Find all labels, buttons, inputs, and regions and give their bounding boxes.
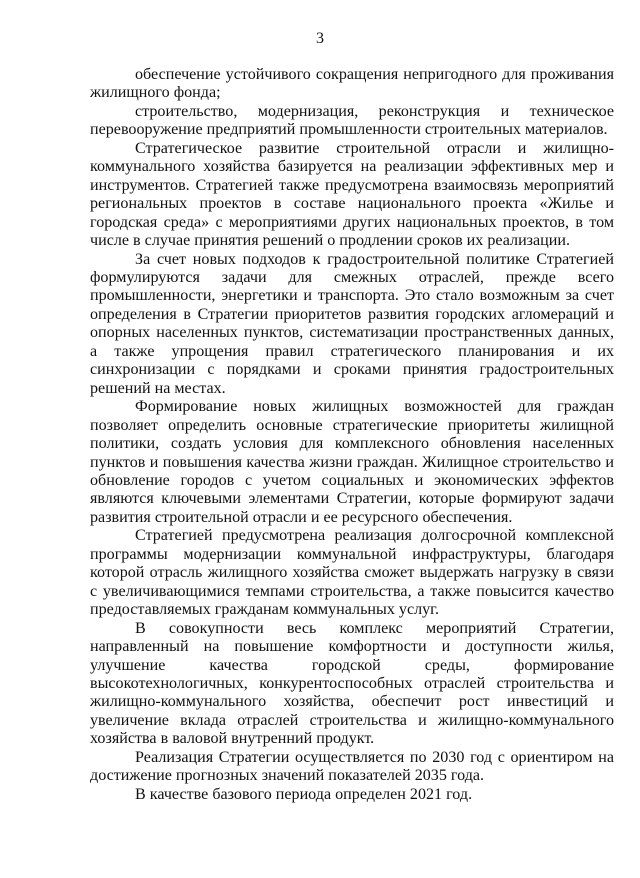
paragraph: Стратегическое развитие строительной отрасли и жилищно-коммунального хозяйства базируется на реализации эффективных мер и инструментов. Стратегией также предусмотрена взаимосвязь мероприятий региональных проектов в составе национального проекта «Жилье и городская среда» с мероприятиями других национальных проектов, в том числе в случае принятия решений о продлении сроков их реализации. bbox=[90, 139, 614, 250]
page-number: 3 bbox=[316, 30, 324, 47]
paragraph: За счет новых подходов к градостроительной политике Стратегией формулируются задачи для смежных отраслей, прежде всего промышленности, энергетики и транспорта. Это стало возможным за счет определения в Стратегии приоритетов развития городских агломераций и опорных населенных пунктов, систематизации пространственных данных, а также упрощения правил стратегического планирования и их синхронизации с порядками и сроками принятия градостроительных решений на местах. bbox=[90, 250, 614, 397]
paragraph: В совокупности весь комплекс мероприятий Стратегии, направленный на повышение комфортности и доступности жилья, улучшение качества городской среды, формирование высокотехнологичных, конкурентоспособных отраслей строительства и жилищно-коммунального хозяйства, обеспечит рост инвестиций и увеличение вклада отраслей строительства и жилищно-коммунального хозяйства в валовой внутренний продукт. bbox=[90, 619, 614, 748]
paragraph: строительство, модернизация, реконструкция и техническое перевооружение предприятий промышленности строительных материалов. bbox=[90, 102, 614, 139]
paragraph: обеспечение устойчивого сокращения непригодного для проживания жилищного фонда; bbox=[90, 66, 614, 102]
paragraph: Реализация Стратегии осуществляется по 2030 год с ориентиром на достижение прогнозных значений показателей 2035 года. bbox=[90, 748, 614, 785]
paragraph: В качестве базового периода определен 2021 год. bbox=[135, 785, 473, 803]
body-text bbox=[90, 66, 614, 804]
paragraph: Формирование новых жилищных возможностей для граждан позволяет определить основные стратегические приоритеты жилищной политики, создать условия для комплексного обновления населенных пунктов и повышения качества жизни граждан. Жилищное строительство и обновление городов с учетом социальных и экономических эффектов являются ключевыми элементами Стратегии, которые формируют задачи развития строительной отрасли и ее ресурсного обеспечения. bbox=[90, 398, 614, 526]
paragraph: Стратегией предусмотрена реализация долгосрочной комплексной программы модернизации коммунальной инфраструктуры, благодаря которой отрасль жилищного хозяйства сможет выдержать нагрузку в связи с увеличивающимися темпами строительства, а также повысится качество предоставляемых гражданам коммунальных услуг. bbox=[90, 527, 614, 619]
